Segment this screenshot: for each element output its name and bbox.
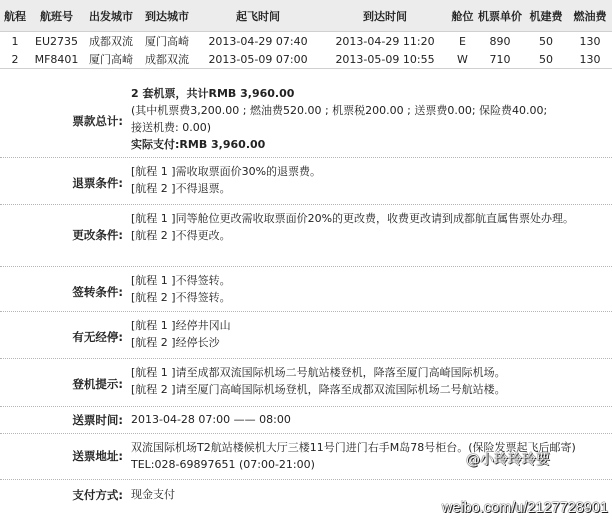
col-airport-fee: 机建费 xyxy=(524,0,568,32)
total-label: 票款总计: xyxy=(72,114,123,128)
cell-leg: 2 xyxy=(0,50,30,69)
change-row xyxy=(0,205,612,267)
cell-arrival-time: 2013-05-09 10:55 xyxy=(321,50,449,69)
col-arrival-city: 到达城市 xyxy=(139,0,195,32)
boarding-value xyxy=(131,364,606,398)
change-label: 更改条件: xyxy=(72,228,123,242)
watermark-url: weibo.com/u/2127728901 xyxy=(441,500,608,516)
col-departure-time: 起飞时间 xyxy=(195,0,321,32)
payment-value: 现金支付 xyxy=(131,488,175,501)
boarding-row xyxy=(0,359,612,407)
delivery-time-label: 送票时间: xyxy=(72,413,123,427)
refund-value xyxy=(131,163,606,197)
col-cabin: 舱位 xyxy=(449,0,476,32)
stopover-row xyxy=(0,312,612,359)
refund-row xyxy=(0,158,612,205)
cell-airport-fee: 50 xyxy=(524,50,568,69)
change-leg-2: [航程 2 ]不得更改。 xyxy=(131,229,231,242)
total-row xyxy=(0,84,612,158)
cell-ticket-price: 710 xyxy=(476,50,524,69)
col-flight-no: 航班号 xyxy=(30,0,83,32)
cell-fuel-fee: 130 xyxy=(568,50,612,69)
stopover-label: 有无经停: xyxy=(72,330,123,344)
change-leg-1: [航程 1 ]同等舱位更改需收取票面价20%的更改费，收费更改请到成都航直属售票处办理。 xyxy=(131,212,575,225)
delivery-time-row xyxy=(0,407,612,434)
refund-label: 退票条件: xyxy=(72,176,123,190)
cell-cabin: E xyxy=(459,34,466,48)
order-details xyxy=(0,84,612,509)
col-leg: 航程 xyxy=(0,0,30,32)
delivery-time-value: 2013-04-28 07:00 —— 08:00 xyxy=(131,413,291,426)
cell-cabin: W xyxy=(449,50,476,69)
refund-leg-1: [航程 1 ]需收取票面价30%的退票费。 xyxy=(131,165,322,178)
endorse-value xyxy=(131,272,606,306)
refund-leg-2: [航程 2 ]不得退票。 xyxy=(131,182,231,195)
cell-airport-fee: 50 xyxy=(539,34,553,48)
cell-leg: 1 xyxy=(11,34,19,48)
table-row xyxy=(0,32,612,51)
delivery-address-label: 送票地址: xyxy=(72,449,123,463)
cell-flight-no: EU2735 xyxy=(35,34,78,48)
col-ticket-price: 机票单价 xyxy=(476,0,524,32)
boarding-leg-1: [航程 1 ]请至成都双流国际机场二号航站楼登机，降落至厦门高崎国际机场。 xyxy=(131,366,506,379)
col-departure-city: 出发城市 xyxy=(83,0,139,32)
cell-arrival-city: 厦门高崎 xyxy=(145,35,189,48)
cell-departure-time: 2013-04-29 07:40 xyxy=(208,34,308,48)
endorse-label: 签转条件: xyxy=(72,285,123,299)
delivery-address-value: 双流国际机场T2航站楼候机大厅三楼11号门进门右手M岛78号柜台。(保险发票起飞后邮寄) TEL:028-69897651 (07:00-21:00) xyxy=(131,441,576,471)
stopover-leg-2: [航程 2 ]经停长沙 xyxy=(131,336,220,349)
boarding-leg-2: [航程 2 ]请至厦门高崎国际机场登机，降落至成都双流国际机场二号航站楼。 xyxy=(131,383,506,396)
cell-ticket-price: 890 xyxy=(489,34,511,48)
stopover-value xyxy=(131,317,606,351)
total-value xyxy=(131,85,606,153)
table-row xyxy=(0,50,612,69)
cell-departure-time: 2013-05-09 07:00 xyxy=(195,50,321,69)
total-breakdown: (其中机票费3,200.00 ; 燃油费520.00 ; 机票税200.00 ; 送票费0.00; 保险费40.00; xyxy=(131,104,548,117)
col-fuel-fee: 燃油费 xyxy=(568,0,612,32)
boarding-label: 登机提示: xyxy=(72,377,123,391)
stopover-leg-1: [航程 1 ]经停井冈山 xyxy=(131,319,231,332)
payment-label: 支付方式: xyxy=(72,488,123,502)
cell-flight-no: MF8401 xyxy=(30,50,83,69)
watermark-user: @小玲玲玲要 xyxy=(466,452,550,468)
cell-arrival-time: 2013-04-29 11:20 xyxy=(335,34,435,48)
actual-payment: 实际支付:RMB 3,960.00 xyxy=(131,138,266,151)
endorse-leg-1: [航程 1 ]不得签转。 xyxy=(131,274,231,287)
endorse-leg-2: [航程 2 ]不得签转。 xyxy=(131,291,231,304)
endorse-row xyxy=(0,267,612,312)
cell-fuel-fee: 130 xyxy=(579,34,601,48)
total-summary: 2 套机票，共计RMB 3,960.00 xyxy=(131,87,295,100)
cell-departure-city: 厦门高崎 xyxy=(83,50,139,69)
cell-arrival-city: 成都双流 xyxy=(139,50,195,69)
col-arrival-time: 到达时间 xyxy=(321,0,449,32)
total-breakdown-cont: 接送机费: 0.00) xyxy=(131,121,211,134)
cell-departure-city: 成都双流 xyxy=(89,35,133,48)
change-value xyxy=(131,210,606,244)
flight-table xyxy=(0,0,612,69)
flight-table-header xyxy=(0,0,612,32)
